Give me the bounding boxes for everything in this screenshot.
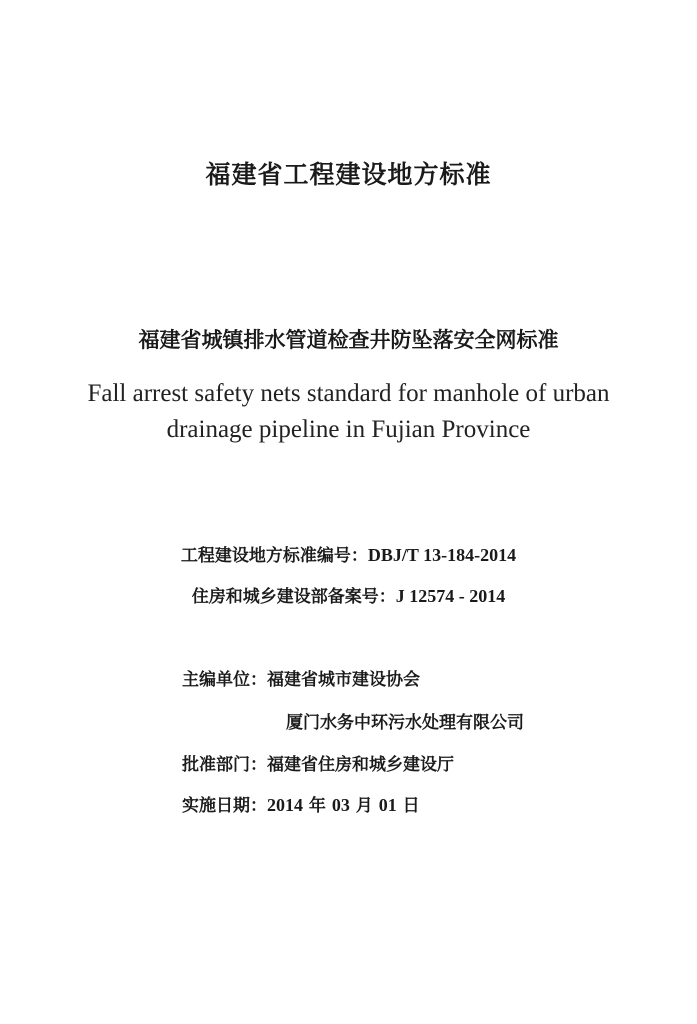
chief-editor-primary: 福建省城市建设协会 bbox=[267, 670, 420, 690]
series-title: 福建省工程建设地方标准 bbox=[205, 160, 492, 189]
chief-editor-label: 主编单位： bbox=[182, 670, 267, 690]
approval-department-row bbox=[182, 750, 454, 775]
approval-department-label: 批准部门： bbox=[182, 755, 267, 775]
standard-title-english-line-2: drainage pipeline in Fujian Province bbox=[166, 416, 531, 443]
year-unit: 年 bbox=[303, 796, 332, 816]
local-standard-number bbox=[0, 541, 697, 566]
local-standard-number-value: DBJ/T 13-184-2014 bbox=[367, 545, 517, 565]
chief-editor-row bbox=[182, 665, 420, 690]
standard-title-english-line-1: Fall arrest safety nets standard for manhole of urban bbox=[87, 380, 610, 407]
local-standard-number-label: 工程建设地方标准编号： bbox=[180, 546, 368, 566]
approval-department-value: 福建省住房和城乡建设厅 bbox=[267, 755, 454, 775]
chief-editor-secondary-row bbox=[286, 708, 524, 733]
record-number-label: 住房和城乡建设部备案号： bbox=[191, 587, 396, 607]
day-unit: 日 bbox=[396, 796, 420, 816]
implementation-date-row bbox=[182, 791, 420, 816]
standard-title-chinese: 福建省城镇排水管道检查井防坠落安全网标准 bbox=[138, 328, 559, 352]
record-number-value: J 12574 - 2014 bbox=[395, 586, 506, 606]
implementation-month: 03 bbox=[331, 795, 350, 815]
record-number bbox=[0, 582, 697, 607]
chief-editor-secondary: 厦门水务中环污水处理有限公司 bbox=[286, 713, 524, 733]
month-unit: 月 bbox=[349, 796, 379, 816]
implementation-year: 2014 bbox=[267, 795, 303, 815]
implementation-date-label: 实施日期： bbox=[182, 796, 267, 816]
implementation-day: 01 bbox=[378, 795, 397, 815]
